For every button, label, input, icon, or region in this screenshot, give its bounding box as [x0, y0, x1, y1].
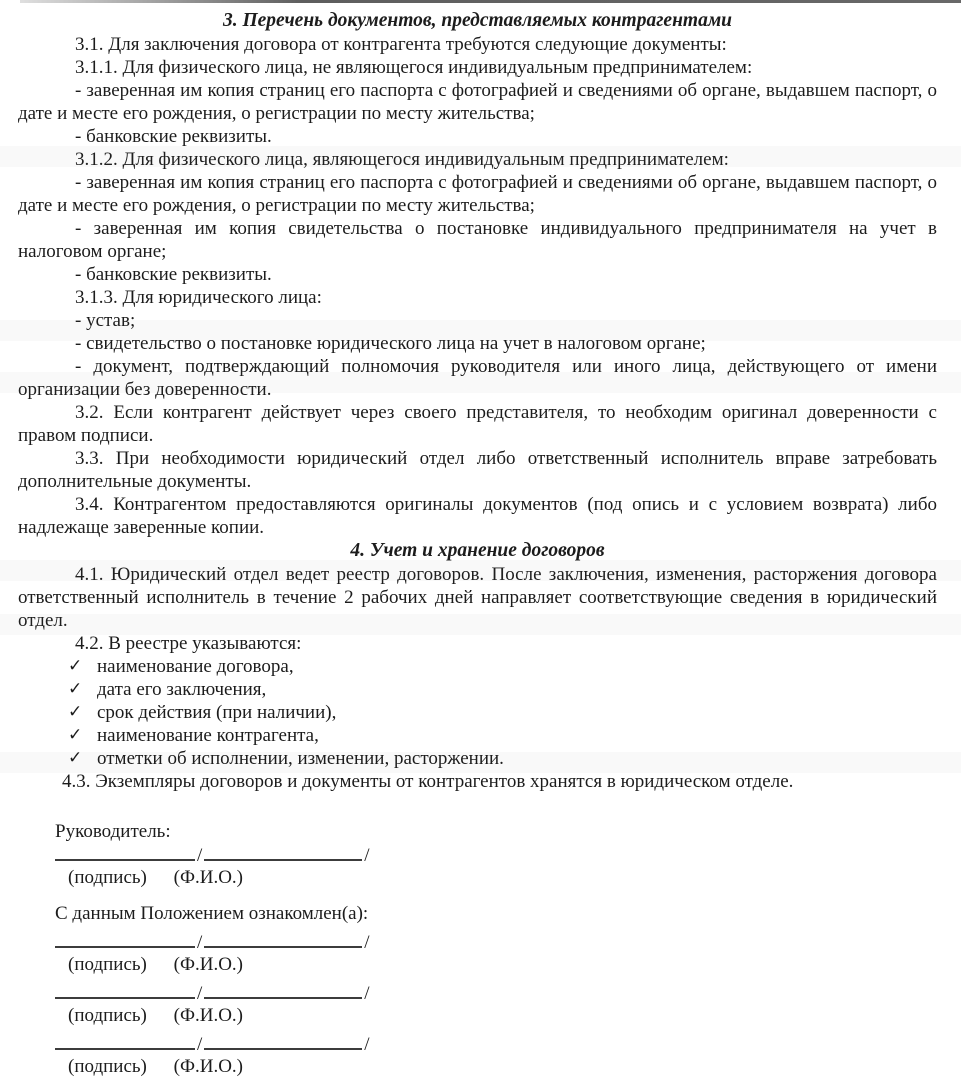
registry-item-label: дата его заключения, [97, 679, 267, 700]
clause-4-3: 4.3. Экземпляры договоров и документы от контрагентов хранятся в юридическом отделе. [62, 771, 794, 792]
scan-edge-artifact [20, 0, 961, 3]
checkmark-icon: ✓ [68, 702, 83, 722]
head-signature-block [55, 820, 937, 889]
checkmark-icon: ✓ [68, 679, 83, 699]
signature-line-row [55, 843, 937, 866]
slash-separator: / [197, 845, 203, 866]
name-caption: (Ф.И.О.) [173, 867, 243, 888]
clause-4-1: 4.1. Юридический отдел ведет реестр договоров. После заключения, изменения, расторжения договора ответственный исполнитель в течение 2 рабочих дней направляет соответствующие сведения в юридический отдел. [18, 564, 937, 631]
signature-caption: (подпись) [68, 1005, 147, 1026]
doc-item-bank-details: - банковские реквизиты. [75, 264, 272, 285]
clause-4-2: 4.2. В реестре указываются: [75, 633, 302, 654]
clause-3-4: 3.4. Контрагентом предоставляются оригиналы документов (под опись и с условием возврата) либо надлежаще заверенные копии. [18, 494, 937, 538]
name-caption: (Ф.И.О.) [173, 1005, 243, 1026]
registry-item-label: наименование договора, [97, 656, 294, 677]
doc-item-tax-registration-legal: - свидетельство о постановке юридического лица на учет в налоговом органе; [75, 333, 706, 354]
slash-separator: / [197, 1034, 203, 1055]
doc-item-authority-confirmation: - документ, подтверждающий полномочия руководителя или иного лица, действующего от имени организации без доверенности. [18, 356, 937, 400]
fullname-line [204, 930, 362, 948]
signature-caption: (подпись) [68, 954, 147, 975]
signature-caption-row [55, 866, 937, 889]
head-signature-label: Руководитель: [55, 821, 171, 842]
checkmark-icon: ✓ [68, 748, 83, 768]
clause-3-1-2: 3.1.2. Для физического лица, являющегося индивидуальным предпринимателем: [75, 149, 729, 170]
checkmark-icon: ✓ [68, 656, 83, 676]
signature-line-row [55, 981, 937, 1004]
doc-item-passport-copy: - заверенная им копия страниц его паспорта с фотографией и сведениями об органе, выдавшем паспорт, о дате и месте его рождения, о регистрации по месту жительства; [18, 172, 937, 216]
registry-list-item [18, 701, 937, 724]
name-caption: (Ф.И.О.) [173, 954, 243, 975]
signature-line [55, 930, 195, 948]
fullname-line [204, 843, 362, 861]
acknowledgment-block [55, 902, 937, 1078]
slash-separator: / [364, 845, 370, 866]
signature-caption: (подпись) [68, 867, 147, 888]
doc-item-charter: - устав; [75, 310, 136, 331]
slash-separator: / [197, 983, 203, 1004]
slash-separator: / [197, 932, 203, 953]
signature-caption-row [55, 953, 937, 976]
signature-caption: (подпись) [68, 1056, 147, 1077]
registry-list-item [18, 655, 937, 678]
registry-list-item [18, 747, 937, 770]
clause-3-1-1: 3.1.1. Для физического лица, не являющегося индивидуальным предпринимателем: [75, 57, 753, 78]
registry-list-item [18, 678, 937, 701]
clause-3-1: 3.1. Для заключения договора от контрагента требуются следующие документы: [75, 34, 727, 55]
name-caption: (Ф.И.О.) [173, 1056, 243, 1077]
signature-caption-row [55, 1004, 937, 1027]
doc-item-tax-registration-ip: - заверенная им копия свидетельства о постановке индивидуального предпринимателя на учет в налоговом органе; [18, 218, 937, 262]
acknowledgment-label: С данным Положением ознакомлен(а): [55, 903, 369, 924]
signature-line-row [55, 1032, 937, 1055]
registry-item-label: отметки об исполнении, изменении, расторжении. [97, 748, 504, 769]
doc-item-bank-details: - банковские реквизиты. [75, 126, 272, 147]
clause-3-2: 3.2. Если контрагент действует через своего представителя, то необходим оригинал доверенности с правом подписи. [18, 402, 937, 446]
fullname-line [204, 981, 362, 999]
slash-separator: / [364, 1034, 370, 1055]
fullname-line [204, 1032, 362, 1050]
checkmark-icon: ✓ [68, 725, 83, 745]
section-4-heading: 4. Учет и хранение договоров [350, 540, 605, 561]
signature-line [55, 981, 195, 999]
registry-item-label: наименование контрагента, [97, 725, 319, 746]
signature-line [55, 1032, 195, 1050]
doc-item-passport-copy: - заверенная им копия страниц его паспорта с фотографией и сведениями об органе, выдавшем паспорт, о дате и месте его рождения, о регистрации по месту жительства; [18, 80, 937, 124]
clause-3-1-3: 3.1.3. Для юридического лица: [75, 287, 322, 308]
slash-separator: / [364, 983, 370, 1004]
signature-line-row [55, 930, 937, 953]
registry-list-item [18, 724, 937, 747]
registry-item-label: срок действия (при наличии), [97, 702, 337, 723]
clause-3-3: 3.3. При необходимости юридический отдел либо ответственный исполнитель вправе затребовать дополнительные документы. [18, 448, 937, 492]
slash-separator: / [364, 932, 370, 953]
signature-line [55, 843, 195, 861]
section-3-heading: 3. Перечень документов, представляемых контрагентами [222, 10, 733, 31]
